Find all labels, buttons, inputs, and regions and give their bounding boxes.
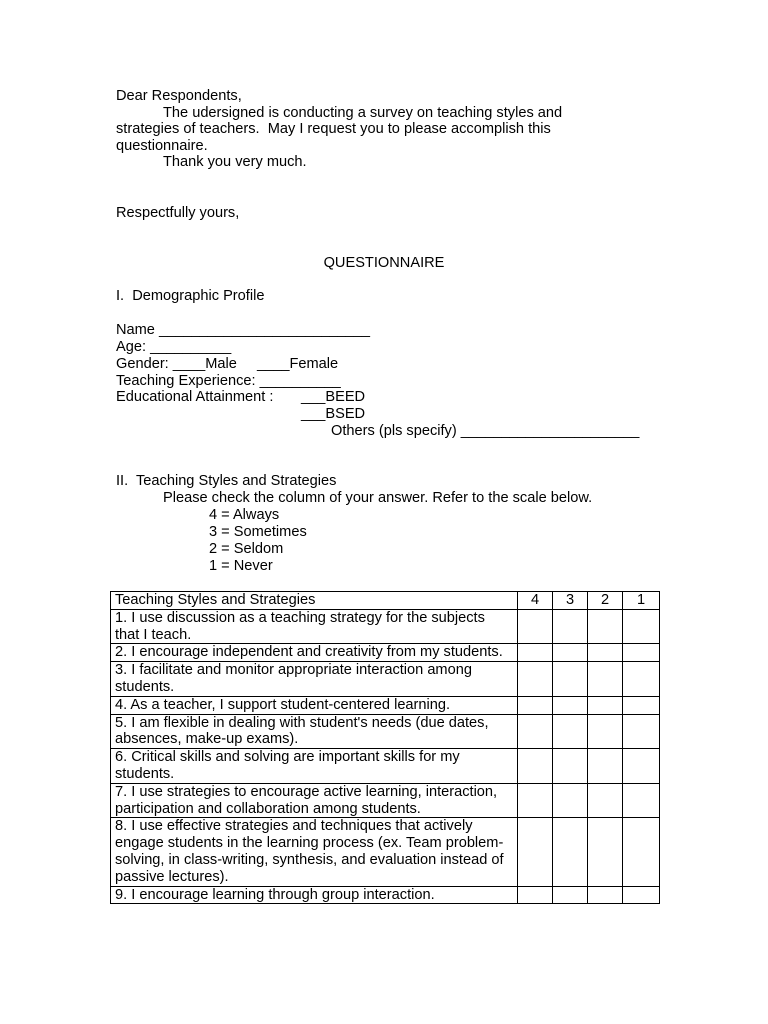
table-header-label: Teaching Styles and Strategies [111,592,518,610]
answer-cell-4[interactable] [518,609,553,644]
item-text: 5. I am flexible in dealing with student's needs (due dates, absences, make-up exams). [111,714,518,749]
item-text: 4. As a teacher, I support student-centered learning. [111,696,518,714]
answer-cell-2[interactable] [588,662,623,697]
scale-item: 3 = Sometimes [209,524,307,540]
teaching-experience-field: Teaching Experience: __________ [116,373,341,389]
table-row [111,662,660,697]
age-field: Age: __________ [116,339,232,355]
answer-cell-3[interactable] [553,749,588,784]
table-row [111,749,660,784]
questionnaire-title: QUESTIONNAIRE [323,255,445,271]
scale-item: 2 = Seldom [209,541,284,557]
item-text: 8. I use effective strategies and techniques that actively engage students in the learning process (ex. Team problem-solving, in class-writing, synthesis, and evaluation instead of passive lectures). [111,818,518,886]
answer-cell-4[interactable] [518,783,553,818]
option-others: Others (pls specify) ______________________ [331,423,640,439]
answer-cell-2[interactable] [588,696,623,714]
item-text: 9. I encourage learning through group interaction. [111,886,518,904]
answer-cell-2[interactable] [588,886,623,904]
answer-cell-1[interactable] [623,662,660,697]
table-header-row [111,592,660,610]
answer-cell-3[interactable] [553,714,588,749]
item-text: 3. I facilitate and monitor appropriate interaction among students. [111,662,518,697]
table-row [111,644,660,662]
answer-cell-4[interactable] [518,749,553,784]
table-row [111,714,660,749]
column-header-1: 1 [623,592,660,610]
gender-male-field: Gender: ____Male [116,356,237,372]
item-text: 1. I use discussion as a teaching strategy for the subjects that I teach. [111,609,518,644]
scale-item: 1 = Never [209,558,273,574]
answer-cell-2[interactable] [588,644,623,662]
survey-table [110,591,660,904]
table-row [111,696,660,714]
answer-cell-2[interactable] [588,783,623,818]
answer-cell-1[interactable] [623,644,660,662]
item-text: 7. I use strategies to encourage active learning, interaction, participation and collaboration among students. [111,783,518,818]
answer-cell-4[interactable] [518,696,553,714]
answer-cell-4[interactable] [518,662,553,697]
answer-cell-4[interactable] [518,818,553,886]
answer-cell-1[interactable] [623,783,660,818]
item-text: 2. I encourage independent and creativity from my students. [111,644,518,662]
gender-female-field: ____Female [257,356,339,372]
letter-thanks: Thank you very much. [163,154,307,170]
section1-heading: I. Demographic Profile [116,288,265,304]
answer-cell-4[interactable] [518,886,553,904]
table-row [111,783,660,818]
column-header-3: 3 [553,592,588,610]
answer-cell-4[interactable] [518,714,553,749]
answer-cell-3[interactable] [553,696,588,714]
answer-cell-1[interactable] [623,714,660,749]
column-header-4: 4 [518,592,553,610]
letter-salutation: Dear Respondents, [116,88,242,104]
letter-closing: Respectfully yours, [116,205,240,221]
answer-cell-4[interactable] [518,644,553,662]
item-text: 6. Critical skills and solving are important skills for my students. [111,749,518,784]
table-row [111,609,660,644]
answer-cell-3[interactable] [553,644,588,662]
answer-cell-2[interactable] [588,609,623,644]
table-row [111,886,660,904]
answer-cell-1[interactable] [623,609,660,644]
answer-cell-1[interactable] [623,818,660,886]
educational-attainment-label: Educational Attainment : [116,389,274,405]
answer-cell-1[interactable] [623,749,660,784]
scale-item: 4 = Always [209,507,280,523]
letter-body-line: strategies of teachers. May I request you to please accomplish this [116,121,551,137]
answer-cell-3[interactable] [553,818,588,886]
letter-body-line: The udersigned is conducting a survey on teaching styles and [163,105,563,121]
letter-body-line: questionnaire. [116,138,208,154]
answer-cell-2[interactable] [588,714,623,749]
option-bsed: ___BSED [301,406,366,422]
answer-cell-1[interactable] [623,696,660,714]
answer-cell-1[interactable] [623,886,660,904]
answer-cell-3[interactable] [553,783,588,818]
answer-cell-2[interactable] [588,818,623,886]
table-row [111,818,660,886]
answer-cell-2[interactable] [588,749,623,784]
answer-cell-3[interactable] [553,609,588,644]
section2-heading: II. Teaching Styles and Strategies [116,473,337,489]
answer-cell-3[interactable] [553,662,588,697]
section2-instruction: Please check the column of your answer. Refer to the scale below. [163,490,593,506]
name-field: Name __________________________ [116,322,371,338]
column-header-2: 2 [588,592,623,610]
option-beed: ___BEED [301,389,366,405]
answer-cell-3[interactable] [553,886,588,904]
